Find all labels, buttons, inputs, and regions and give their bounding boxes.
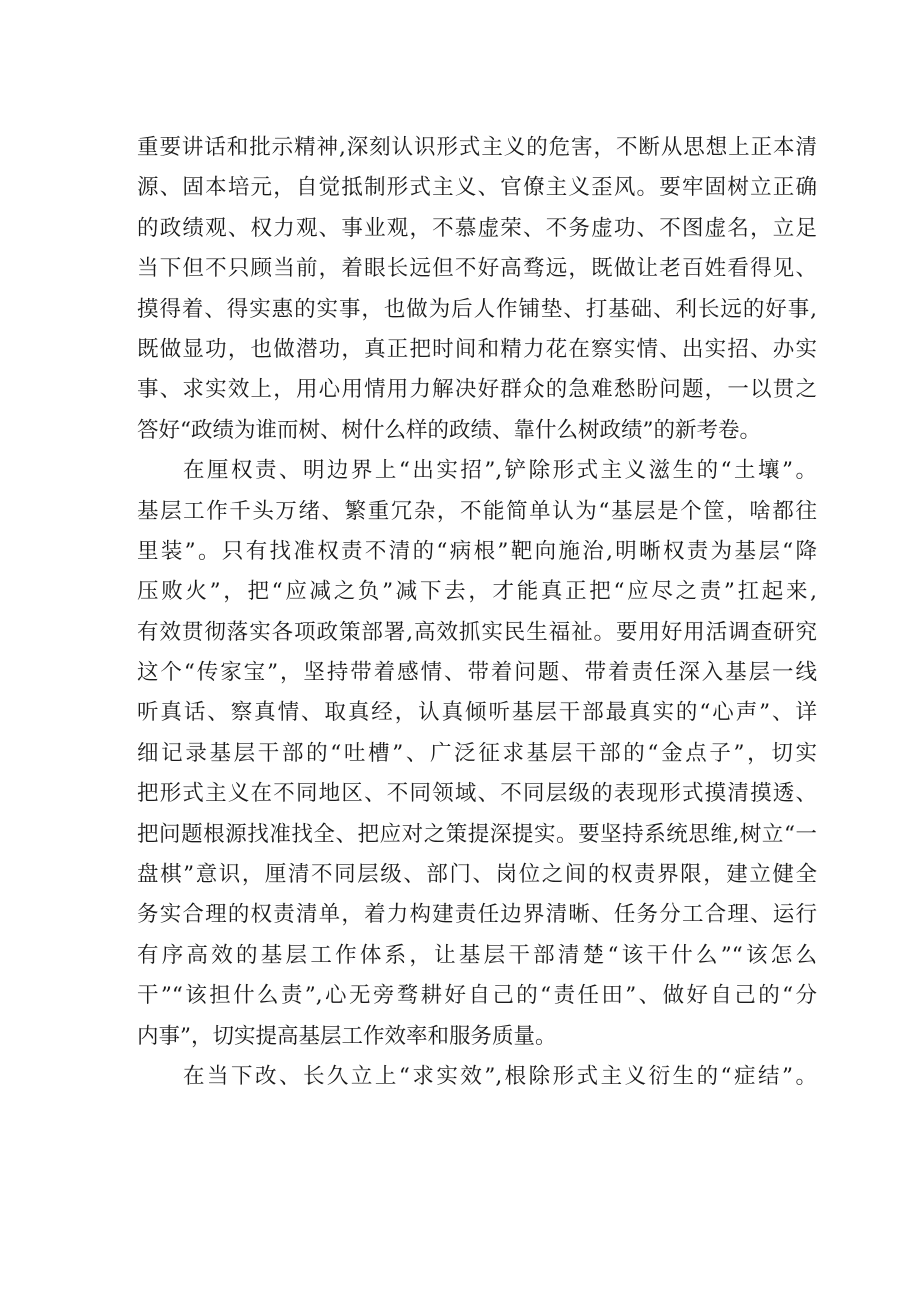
- paragraph-2-line: 把形式主义在不同地区、不同领域、不同层级的表现形式摸清摸透、: [137, 781, 817, 807]
- paragraph-2-line: 务实合理的权责清单，着力构建责任边界清晰、任务分工合理、运行: [137, 902, 817, 928]
- paragraph-3-heading-line: 在当下改、长久立上“求实效”,根除形式主义衍生的“症结”。: [183, 1063, 817, 1089]
- paragraph-1-line: 当下但不只顾当前，着眼长远但不好高骛远，既做让老百姓看得见、: [137, 256, 817, 282]
- paragraph-2-line: 基层工作千头万绪、繁重冗杂，不能简单认为“基层是个筐，啥都往: [137, 498, 817, 524]
- paragraph-2-line: 盘棋”意识，厘清不同层级、部门、岗位之间的权责界限，建立健全: [137, 862, 817, 888]
- paragraph-2-line: 干”“该担什么责”,心无旁骛耕好自己的“责任田”、做好自己的“分: [137, 983, 817, 1009]
- paragraph-2-line: 这个“传家宝”，坚持带着感情、带着问题、带着责任深入基层一线: [137, 660, 817, 686]
- paragraph-1-line: 的政绩观、权力观、事业观，不慕虚荣、不务虚功、不图虚名，立足: [137, 215, 817, 241]
- paragraph-2-line: 细记录基层干部的“吐槽”、广泛征求基层干部的“金点子”，切实: [137, 740, 817, 766]
- paragraph-2-line: 把问题根源找准找全、把应对之策提深提实。要坚持系统思维,树立“一: [137, 821, 817, 847]
- paragraph-1-line: 源、固本培元，自觉抵制形式主义、官僚主义歪风。要牢固树立正确: [137, 175, 817, 201]
- paragraph-1-line: 重要讲话和批示精神,深刻认识形式主义的危害，不断从思想上正本清: [137, 135, 817, 160]
- paragraph-2-line: 里装”。只有找准权责不清的“病根”靶向施治,明晰权责为基层“降: [137, 538, 817, 564]
- body-text: [137, 128, 817, 1097]
- paragraph-2-line: 有序高效的基层工作体系，让基层干部清楚“该干什么”“该怎么: [137, 942, 817, 968]
- paragraph-2-line: 有效贯彻落实各项政策部署,高效抓实民生福祉。要用好用活调查研究: [137, 619, 817, 645]
- paragraph-1-line: 摸得着、得实惠的实事，也做为后人作铺垫、打基础、利长远的好事,: [137, 296, 817, 322]
- paragraph-1-line: 既做显功，也做潜功，真正把时间和精力花在察实情、出实招、办实: [137, 336, 817, 362]
- paragraph-2-line: 压败火”，把“应减之负”减下去，才能真正把“应尽之责”扛起来,: [137, 579, 817, 605]
- paragraph-2-line: 内事”，切实提高基层工作效率和服务质量。: [137, 1023, 557, 1049]
- paragraph-2-heading-line: 在厘权责、明边界上“出实招”,铲除形式主义滋生的“土壤”。: [183, 458, 817, 484]
- paragraph-1-line: 答好“政绩为谁而树、树什么样的政绩、靠什么树政绩”的新考卷。: [137, 417, 761, 443]
- paragraph-2-line: 听真话、察真情、取真经，认真倾听基层干部最真实的“心声”、详: [137, 700, 817, 726]
- paragraph-1-line: 事、求实效上，用心用情用力解决好群众的急难愁盼问题，一以贯之: [137, 377, 817, 403]
